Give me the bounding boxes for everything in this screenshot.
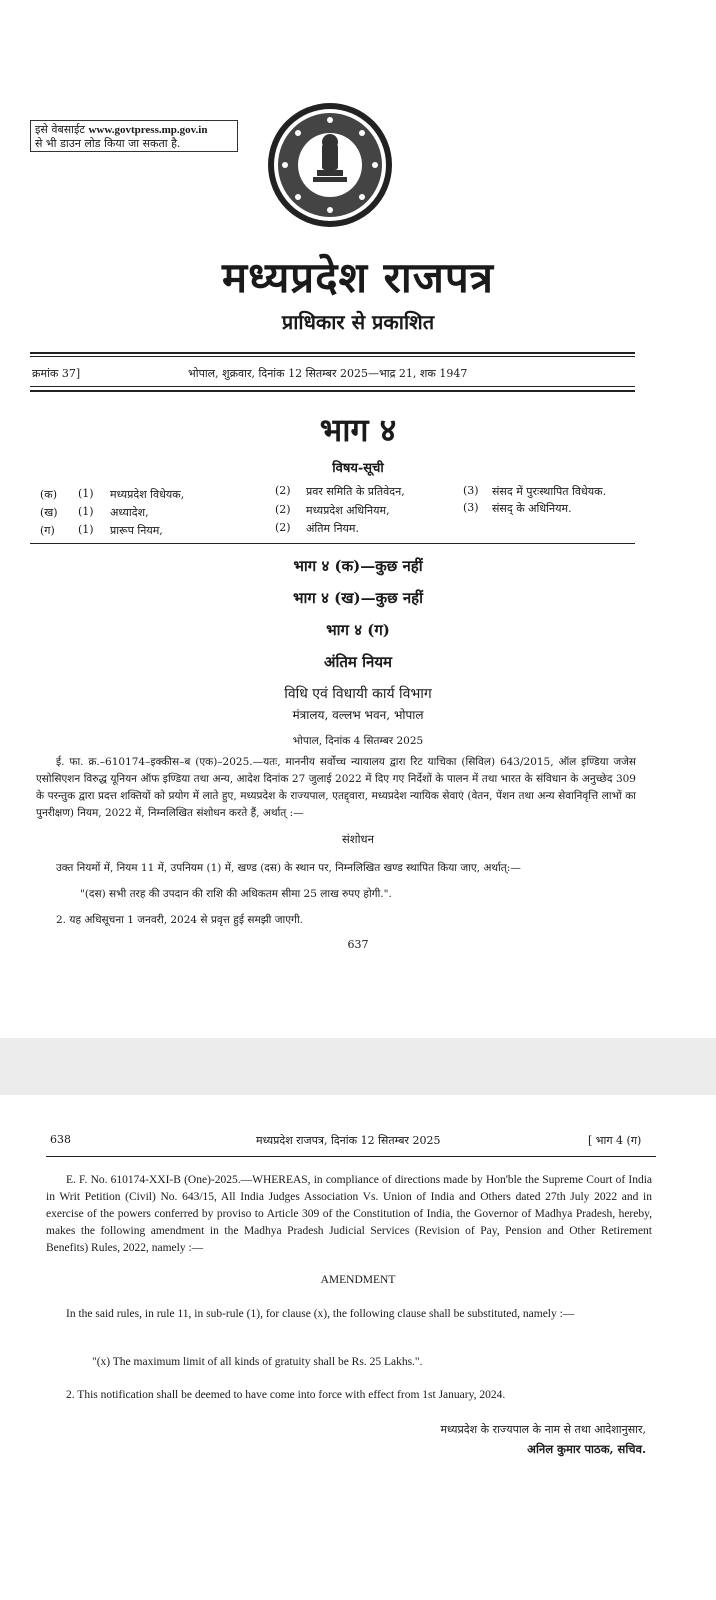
- toc-item: अंतिम नियम.: [306, 522, 360, 535]
- masthead-subtitle: प्राधिकार से प्रकाशित: [281, 310, 435, 334]
- preamble-hindi: ई. फा. क्र.–610174–इक्कीस–ब (एक)–2025.—यतः, माननीय सर्वोच्च न्यायालय द्वारा रिट याचिका (सिविल) 643/2015, ऑल इण्डिया जजेस एसोसिएशन विरुद्ध यूनियन ऑफ इण्डिया तथा अन्य, आदेश दिनांक 27 जुलाई 2022 में दिए गए निर्देशों के पालन में तथा भारत के संविधान के अनुच्छेद 309 के परन्तुक द्वारा प्रदत्त शक्तियों को प्रयोग में लाते हुए, मध्यप्रदेश के राज्यपाल, एतद्द्वारा, मध्यप्रदेश न्यायिक सेवाएं (वेतन, पेंशन तथा अन्य सेवानिवृत्ति लाभों का पुनरीक्षण) नियम, 2022 में, निम्नलिखित संशोधन करते हैं, अर्थात् :—: [36, 756, 636, 819]
- part-kha-heading: भाग ४ (ख)—कुछ नहीं: [292, 589, 424, 607]
- part-title: भाग ४: [319, 411, 397, 449]
- toc-item: प्रवर समिति के प्रतिवेदन,: [306, 485, 405, 498]
- toc-item: मध्यप्रदेश विधेयक,: [110, 488, 185, 501]
- divider: [46, 1156, 656, 1157]
- divider: [30, 352, 635, 354]
- masthead-title: मध्यप्रदेश राजपत्र: [222, 253, 494, 302]
- website-note-prefix: इसे वेबसाईट: [35, 123, 89, 136]
- substituted-clause: "(दस) सभी तरह की उपदान की राशि की अधिकतम सीमा 25 लाख रुपए होगी.".: [80, 888, 392, 900]
- toc-num: (2): [275, 503, 291, 516]
- divider: [30, 356, 635, 357]
- issue-number: क्रमांक 37]: [32, 367, 81, 380]
- toc-letter: (ग): [40, 524, 55, 537]
- amendment-heading: संशोधन: [341, 832, 375, 846]
- effect-text: 2. यह अधिसूचना 1 जनवरी, 2024 से प्रवृत्त हुई समझी जाएगी.: [56, 914, 303, 926]
- toc-num: (1): [78, 487, 94, 500]
- notice-date: भोपाल, दिनांक 4 सितम्बर 2025: [292, 735, 424, 747]
- signature-line-2: अनिल कुमार पाठक, सचिव.: [527, 1442, 646, 1456]
- toc-item: संसद में पुरःस्थापित विधेयक.: [492, 485, 607, 498]
- website-note: [30, 120, 238, 152]
- dateline: भोपाल, शुक्रवार, दिनांक 12 सितम्बर 2025—भाद्र 21, शक 1947: [188, 367, 468, 380]
- toc-num: (3): [463, 501, 479, 514]
- toc-letter: (ख): [40, 506, 58, 519]
- part-ga-heading: भाग ४ (ग): [326, 621, 390, 639]
- toc-letter: (क): [40, 488, 58, 501]
- toc-item: मध्यप्रदेश अधिनियम,: [306, 504, 390, 517]
- part-ka-heading: भाग ४ (क)—कुछ नहीं: [293, 557, 423, 575]
- toc-num: (3): [463, 484, 479, 497]
- running-head: मध्यप्रदेश राजपत्र, दिनांक 12 सितम्बर 2025: [256, 1134, 441, 1147]
- amendment-text: उक्त नियमों में, नियम 11 में, उपनियम (1) में, खण्ड (दस) के स्थान पर, निम्नलिखित खण्ड स्थापित किया जाए, अर्थात्:—: [56, 862, 521, 874]
- toc-item: अध्यादेश,: [110, 506, 149, 519]
- divider: [30, 543, 635, 544]
- page-number: 637: [347, 938, 369, 951]
- department-address: मंत्रालय, वल्लभ भवन, भोपाल: [292, 708, 424, 722]
- website-url[interactable]: www.govtpress.mp.gov.in: [88, 124, 208, 136]
- toc-num: (2): [275, 521, 291, 534]
- effect-text-en: 2. This notification shall be deemed to have come into force with effect from 1st January, 2024.: [66, 1389, 506, 1401]
- gazette-page-638: [0, 1095, 716, 1600]
- preamble-english: E. F. No. 610174-XXI-B (One)-2025.—WHEREAS, in compliance of directions made by Hon'ble the Supreme Court of India in Writ Petition (Civil) No. 643/15, All India Judges Association Vs. Union of India and Others dated 27th July 2022 and in exercise of the powers conferred by proviso to Article 309 of the Constitution of India, the Governor of Madhya Pradesh, hereby, makes the following amendment in the Madhya Pradesh Judicial Services (Revision of Pay, Pension and Other Retirement Benefits) Rules, 2022, namely :—: [46, 1174, 652, 1254]
- final-rules-heading: अंतिम नियम: [324, 653, 392, 671]
- toc-num: (2): [275, 484, 291, 497]
- toc-num: (1): [78, 505, 94, 518]
- website-note-line2: से भी डाउन लोड किया जा सकता है.: [35, 137, 181, 150]
- signature-line-1: मध्यप्रदेश के राज्यपाल के नाम से तथा आदेशानुसार,: [440, 1423, 646, 1436]
- substituted-clause-en: "(x) The maximum limit of all kinds of gratuity shall be Rs. 25 Lakhs.".: [92, 1356, 423, 1368]
- divider: [30, 390, 635, 392]
- divider: [30, 386, 635, 387]
- part-reference: [ भाग 4 (ग): [588, 1134, 642, 1147]
- toc-item: प्रारूप नियम,: [110, 524, 163, 537]
- state-emblem-seal-icon: [265, 100, 395, 230]
- amendment-heading-en: AMENDMENT: [320, 1274, 396, 1286]
- page-number: 638: [50, 1133, 71, 1146]
- toc-item: संसद् के अधिनियम.: [492, 502, 572, 515]
- contents-heading: विषय-सूची: [332, 461, 384, 476]
- amendment-text-en: In the said rules, in rule 11, in sub-rule (1), for clause (x), the following clause shall be substituted, namely :—: [66, 1308, 575, 1320]
- department-name: विधि एवं विधायी कार्य विभाग: [284, 686, 432, 702]
- toc-num: (1): [78, 523, 94, 536]
